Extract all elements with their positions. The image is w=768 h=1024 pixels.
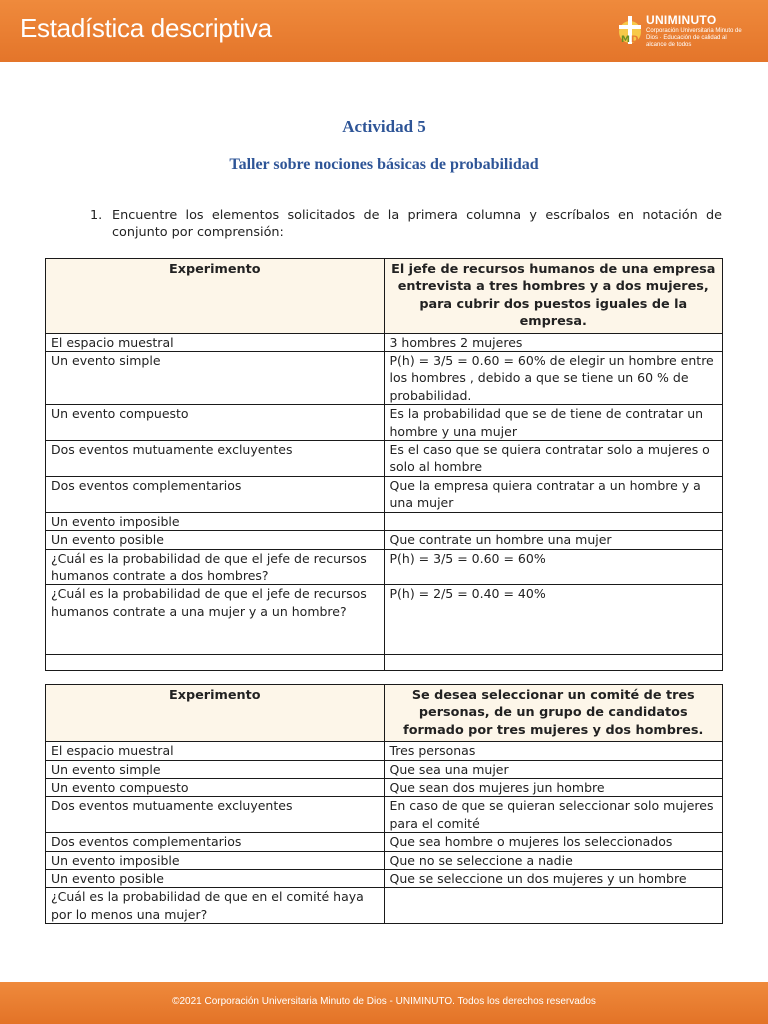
row-value: Que contrate un hombre una mujer: [384, 531, 723, 549]
row-value: [384, 888, 723, 924]
row-label: Dos eventos complementarios: [46, 476, 385, 512]
probability-table-1: [45, 258, 723, 671]
logo-name: UNIMINUTO: [646, 13, 717, 27]
svg-text:D: D: [631, 35, 639, 45]
table-row: [46, 476, 723, 512]
logo-mark-icon: [616, 14, 644, 46]
table-header-row: [46, 685, 723, 742]
row-label: Un evento compuesto: [46, 405, 385, 441]
page-header: [0, 0, 768, 62]
probability-table-2: [45, 684, 723, 924]
row-label: Un evento posible: [46, 870, 385, 888]
row-label: ¿Cuál es la probabilidad de que en el comité haya por lo menos una mujer?: [46, 888, 385, 924]
table-row: [46, 851, 723, 869]
row-label: [46, 655, 385, 671]
question-number: 1.: [90, 208, 103, 223]
row-value: Que sea una mujer: [384, 760, 723, 778]
document-title: Actividad 5: [342, 117, 426, 136]
row-label: Un evento posible: [46, 531, 385, 549]
row-value: Es el caso que se quiera contratar solo a mujeres o solo al hombre: [384, 441, 723, 477]
row-label: Un evento imposible: [46, 851, 385, 869]
row-label: Dos eventos mutuamente excluyentes: [46, 797, 385, 833]
svg-text:M: M: [621, 35, 630, 45]
row-value: Que no se seleccione a nadie: [384, 851, 723, 869]
table-row: [46, 441, 723, 477]
row-value: Tres personas: [384, 742, 723, 760]
row-value: P(h) = 3/5 = 0.60 = 60%: [384, 549, 723, 585]
row-label: Dos eventos mutuamente excluyentes: [46, 441, 385, 477]
table-row: [46, 512, 723, 530]
row-label: Dos eventos complementarios: [46, 833, 385, 851]
header-description: Se desea seleccionar un comité de tres personas, de un grupo de candidatos formado por tres mujeres y dos hombres.: [384, 685, 723, 742]
header-experiment: Experimento: [46, 685, 385, 742]
table-row: [46, 870, 723, 888]
row-label: Un evento simple: [46, 760, 385, 778]
row-value: En caso de que se quieran seleccionar solo mujeres para el comité: [384, 797, 723, 833]
row-value: [384, 512, 723, 530]
row-value: Es la probabilidad que se de tiene de contratar un hombre y una mujer: [384, 405, 723, 441]
row-value: [384, 655, 723, 671]
table-row: [46, 760, 723, 778]
course-title: Estadística descriptiva: [20, 13, 272, 43]
row-value: Que se seleccione un dos mujeres y un hombre: [384, 870, 723, 888]
row-value: P(h) = 3/5 = 0.60 = 60% de elegir un hombre entre los hombres , debido a que se tiene un 60 % de probabilidad.: [384, 352, 723, 405]
table-row: [46, 531, 723, 549]
row-value: P(h) = 2/5 = 0.40 = 40%: [384, 585, 723, 655]
table-row: [46, 655, 723, 671]
row-label: Un evento simple: [46, 352, 385, 405]
question-text: Encuentre los elementos solicitados de la primera columna y escríbalos en notación de conjunto por comprensión:: [112, 208, 722, 240]
table-header-row: [46, 259, 723, 334]
header-experiment: Experimento: [46, 259, 385, 334]
table-row: [46, 779, 723, 797]
row-value: 3 hombres 2 mujeres: [384, 333, 723, 351]
row-label: El espacio muestral: [46, 742, 385, 760]
row-label: ¿Cuál es la probabilidad de que el jefe de recursos humanos contrate a dos hombres?: [46, 549, 385, 585]
uniminuto-logo: [616, 12, 746, 50]
table-row: [46, 352, 723, 405]
row-value: Que sea hombre o mujeres los seleccionados: [384, 833, 723, 851]
table-row: [46, 742, 723, 760]
table-row: [46, 549, 723, 585]
table-row: [46, 405, 723, 441]
row-value: Que sean dos mujeres jun hombre: [384, 779, 723, 797]
document-subtitle: Taller sobre nociones básicas de probabilidad: [229, 156, 539, 173]
table-row: [46, 833, 723, 851]
table-row: [46, 333, 723, 351]
question-1: [90, 207, 722, 241]
table-row: [46, 888, 723, 924]
row-label: El espacio muestral: [46, 333, 385, 351]
table-row: [46, 585, 723, 655]
copyright-text: ©2021 Corporación Universitaria Minuto de Dios - UNIMINUTO. Todos los derechos reservados: [172, 996, 596, 1007]
header-description: El jefe de recursos humanos de una empresa entrevista a tres hombres y a dos mujeres, para cubrir dos puestos iguales de la empresa.: [384, 259, 723, 334]
table-row: [46, 797, 723, 833]
row-label: ¿Cuál es la probabilidad de que el jefe de recursos humanos contrate a una mujer y a un hombre?: [46, 585, 385, 655]
page-footer: [0, 982, 768, 1024]
row-label: Un evento imposible: [46, 512, 385, 530]
logo-subtitle: Corporación Universitaria Minuto de Dios · Educación de calidad al alcance de todos: [646, 28, 742, 48]
row-value: Que la empresa quiera contratar a un hombre y a una mujer: [384, 476, 723, 512]
row-label: Un evento compuesto: [46, 779, 385, 797]
